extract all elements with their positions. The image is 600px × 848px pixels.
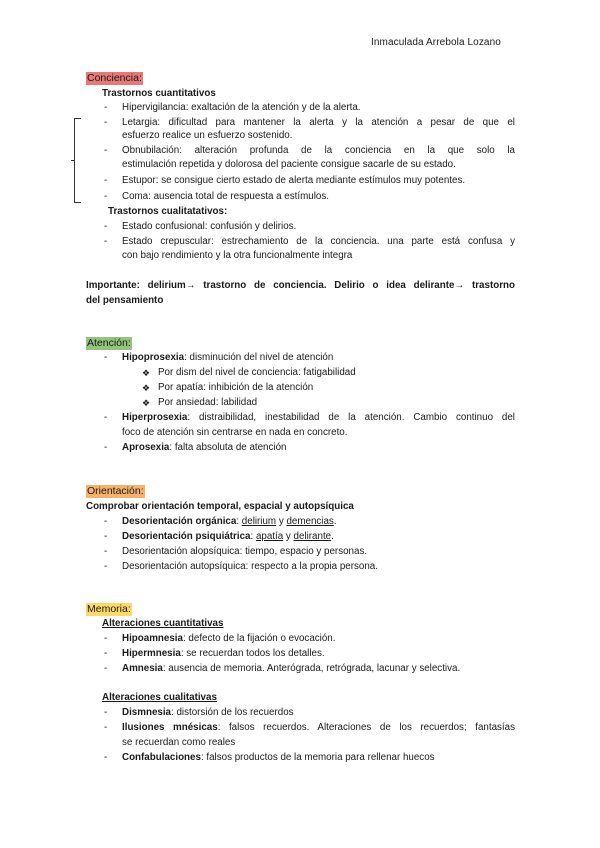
definition: : defecto de la fijación o evocación. <box>182 633 336 644</box>
list-item <box>122 707 294 719</box>
list-item <box>122 648 325 660</box>
list-item: Estupor: se consigue cierto estado de alerta mediante estímulos muy potentes. <box>122 175 466 186</box>
section-title-conciencia: Conciencia: <box>87 72 142 84</box>
list-item: Desorientación autopsíquica: respecto a la propia persona. <box>122 561 378 572</box>
list-item <box>122 531 334 543</box>
bullet-dash: - <box>104 191 108 202</box>
separator: : <box>236 516 242 527</box>
section-intro: Comprobar orientación temporal, espacial y autopsíquica <box>86 501 354 512</box>
bullet-dash: - <box>104 546 108 557</box>
list-item: Hipervigilancia: exaltación de la atención y de la alerta. <box>122 102 361 113</box>
list-item-cont: foco de atención sin centrarse en nada en concreto. <box>122 427 348 438</box>
separator: : <box>250 531 256 542</box>
list-item: Estado confusional: confusión y delirios. <box>122 221 297 232</box>
term: Dismnesia <box>122 707 172 718</box>
list-item <box>122 722 515 734</box>
definition: : distraibilidad, inestabilidad de la atención. Cambio continuo del <box>187 412 515 423</box>
definition: : falsos recuerdos. Alteraciones de los recuerdos; fantasías <box>217 722 515 733</box>
bullet-dash: - <box>104 412 108 423</box>
list-item-cont: esfuerzo realice un esfuerzo sostenido. <box>122 130 293 141</box>
bullet-dash: - <box>104 221 108 232</box>
section-title-orientacion: Orientación: <box>87 485 144 497</box>
list-item <box>122 412 515 424</box>
list-item <box>122 352 333 364</box>
term: Aprosexia <box>122 442 170 453</box>
list-item: Estado crepuscular: estrechamiento de la conciencia. una parte está confusa y <box>122 236 515 247</box>
period: . <box>333 516 337 527</box>
bullet-dash: - <box>104 117 108 128</box>
author-name: Inmaculada Arrebola Lozano <box>371 37 501 48</box>
underlined-term: demencias <box>286 516 334 527</box>
period: . <box>331 531 334 542</box>
bullet-dash: - <box>104 236 108 247</box>
subsection-title-cuantitativas: Alteraciones cuantitativas <box>102 618 224 629</box>
bracket-decoration <box>74 118 81 203</box>
list-item <box>122 633 335 645</box>
diamond-bullet-icon: ❖ <box>142 368 151 378</box>
term: Hipermnesia <box>122 648 181 659</box>
subsection-title-cualitativas: Alteraciones cualitativas <box>102 692 217 703</box>
bullet-dash: - <box>104 633 108 644</box>
subsection-title-cualitativos: Trastornos cualitatativos: <box>108 206 228 217</box>
definition: : disminución del nivel de atención <box>184 352 334 363</box>
list-item: Coma: ausencia total de respuesta a estímulos. <box>122 191 329 202</box>
important-note-cont: del pensamiento <box>86 295 164 306</box>
list-item <box>122 516 337 528</box>
underlined-term: delirante <box>293 531 332 542</box>
list-item: Desorientación alopsíquica: tiempo, espacio y personas. <box>122 546 368 557</box>
bullet-dash: - <box>104 516 108 527</box>
list-item <box>122 663 460 675</box>
bullet-dash: - <box>104 442 108 453</box>
bullet-dash: - <box>104 648 108 659</box>
section-title-memoria: Memoria: <box>87 603 131 615</box>
underlined-term: delirium <box>241 516 277 527</box>
conjunction: y <box>283 531 294 542</box>
important-note: Importante: delirium→ trastorno de conciencia. Delirio o idea delirante→ trastorno <box>86 280 515 291</box>
term: Hipoprosexia <box>122 352 185 363</box>
subsection-title-cuantitativos: Trastornos cuantitativos <box>102 88 216 99</box>
list-item <box>122 442 286 454</box>
bullet-dash: - <box>104 145 108 156</box>
underlined-term: apatía <box>255 531 284 542</box>
sub-list-item: Por ansiedad: labilidad <box>158 397 258 408</box>
conjunction: y <box>276 516 287 527</box>
bullet-dash: - <box>104 352 108 363</box>
bullet-dash: - <box>104 531 108 542</box>
definition: : se recuerdan todos los detalles. <box>180 648 325 659</box>
list-item <box>122 752 435 764</box>
term: Amnesia <box>122 663 163 674</box>
bullet-dash: - <box>104 722 108 733</box>
sub-list-item: Por dism del nivel de conciencia: fatigabilidad <box>158 367 356 378</box>
diamond-bullet-icon: ❖ <box>142 383 151 393</box>
definition: : falta absoluta de atención <box>169 442 287 453</box>
bullet-dash: - <box>104 561 108 572</box>
definition: : falsos productos de la memoria para rellenar huecos <box>200 752 435 763</box>
sub-list-item: Por apatía: inhibición de la atención <box>158 382 314 393</box>
term: Desorientación orgánica <box>122 516 237 527</box>
definition: : ausencia de memoria. Anterógrada, retrógrada, lacunar y selectiva. <box>162 663 461 674</box>
list-item-cont: con bajo rendimiento y la otra funcionalmente integra <box>122 250 353 261</box>
list-item: Letargia: dificultad para mantener la alerta y la atención a pesar de que el <box>122 117 515 128</box>
term: Hipoamnesia <box>122 633 183 644</box>
term: Desorientación psiquiátrica <box>122 531 251 542</box>
definition: : distorsión de los recuerdos <box>171 707 294 718</box>
term: Ilusiones mnésicas <box>122 722 218 733</box>
bullet-dash: - <box>104 102 108 113</box>
bullet-dash: - <box>104 707 108 718</box>
section-title-atencion: Atención: <box>87 337 131 349</box>
term: Confabulaciones <box>122 752 201 763</box>
diamond-bullet-icon: ❖ <box>142 398 151 408</box>
bullet-dash: - <box>104 175 108 186</box>
bullet-dash: - <box>104 663 108 674</box>
list-item: Obnubilación: alteración profunda de la conciencia en la que solo la <box>122 145 515 156</box>
term: Hiperprosexia <box>122 412 188 423</box>
list-item-cont: estimulación repetida y dolorosa del paciente consigue sacarle de su estado. <box>122 159 456 170</box>
list-item-cont: se recuerdan como reales <box>122 737 236 748</box>
bullet-dash: - <box>104 752 108 763</box>
